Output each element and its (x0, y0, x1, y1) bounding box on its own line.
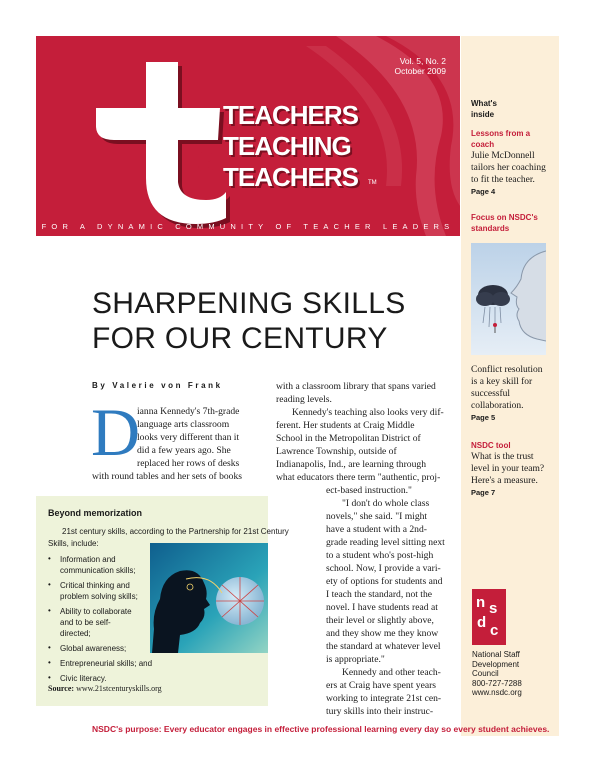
whats-inside-heading: What's inside (471, 99, 497, 119)
col2-line: what educators there term "authentic, proj- (276, 472, 441, 483)
col1-line: with round tables and her sets of books (92, 471, 243, 482)
org-name-line: National Staff (472, 650, 520, 659)
col2-line: ety of options for students and (326, 576, 443, 587)
col2-line: ferent. Her students at Craig Middle (276, 420, 415, 431)
callout-bullet: Critical thinking and (60, 581, 130, 590)
bullet-dot: • (48, 606, 51, 615)
item-text: What is the trust level in your team? Here's a measure. (471, 452, 545, 486)
callout-bullet: problem solving skills; (60, 592, 138, 601)
title-word-1: TEACHERS (223, 100, 359, 130)
callout-title: Beyond memorization (48, 508, 143, 518)
col2-line: grade reading level sitting next (326, 537, 445, 548)
purpose-statement: NSDC's purpose: Every educator engages in effective professional learning every day so every student achieves. (92, 724, 550, 734)
logo-number: 3 (197, 146, 215, 179)
col2-line: tury skills into their instruc- (326, 706, 434, 717)
col2-line: ers at Craig have spent years (326, 680, 437, 691)
drop-cap: D (91, 394, 141, 470)
col2-line: reading levels. (276, 394, 332, 405)
trademark: TM (368, 180, 377, 186)
callout-bullet: Entrepreneurial skills; and (60, 659, 153, 668)
source-link[interactable]: www.21stcenturyskills.org (76, 684, 162, 693)
bullet-dot: • (48, 554, 51, 563)
col2-line: with a classroom library that spans varied (276, 381, 436, 392)
nsdc-logo: n s d c (472, 589, 506, 645)
callout-bullet: communication skills; (60, 566, 136, 575)
tagline: FOR A DYNAMIC COMMUNITY OF TEACHER LEADERS (41, 222, 455, 231)
col2-line: the standard at whatever level (326, 641, 441, 652)
org-contact (472, 650, 522, 698)
item-page: Page 5 (471, 413, 496, 422)
col2-line: and they show me they know (326, 628, 439, 639)
head-and-globe-photo (150, 543, 268, 653)
col2-line: Lawrence Township, outside of (276, 446, 397, 457)
masthead (36, 36, 460, 236)
bullet-dot: • (48, 643, 51, 652)
article-headline: SHARPENING SKILLS FOR OUR CENTURY (92, 287, 406, 355)
issue-date: October 2009 (394, 66, 446, 76)
item-text: Julie McDonnell tailors her coaching to fit the teacher. (471, 151, 546, 185)
callout-source (48, 684, 162, 693)
org-website-link[interactable]: www.nsdc.org (472, 688, 522, 697)
item-heading: Focus on NSDC's standards (471, 213, 538, 233)
callout-bullet: Global awareness; (60, 644, 127, 653)
bullet-dot: • (48, 580, 51, 589)
issue-info (394, 56, 446, 76)
item-text: Conflict resolution is a key skill for successful collaboration. (471, 365, 543, 411)
col2-line: novels," she said. "I might (326, 511, 428, 522)
col1-line: ianna Kennedy's 7th-grade (137, 406, 240, 417)
sidebar-item-standards[interactable] (471, 212, 555, 234)
bullet-dot: • (48, 658, 51, 667)
title-word-3: TEACHERS (223, 162, 359, 192)
org-name-line: Development (472, 659, 520, 669)
source-label: Source: (48, 684, 75, 693)
col2-line: School in the Metropolitan District of (276, 433, 421, 444)
col1-line: replaced her rows of desks (137, 458, 240, 469)
col2-line: novel. I have students read at (326, 602, 438, 613)
callout-bullet: and to be self- (60, 618, 111, 627)
item-page: Page 7 (471, 488, 496, 497)
col2-line: their level or slightly above, (326, 615, 434, 626)
byline: By Valerie von Frank (92, 381, 223, 390)
callout-bullet: Information and (60, 555, 116, 564)
col2-line: have a student with a 2nd- (326, 524, 427, 535)
callout-bullet: Civic literacy. (60, 674, 107, 683)
callout-intro: Skills, include: (48, 539, 99, 548)
org-phone[interactable]: 800-727-7288 (472, 678, 522, 688)
sidebar-item-standards-text (471, 364, 555, 423)
col2-line: ect-based instruction." (326, 485, 412, 496)
col2-line: school. Now, I provide a vari- (326, 563, 441, 574)
col1-line: language arts classroom (137, 419, 230, 430)
col2-line: to a student who's post-high (326, 550, 434, 561)
t3-logo (94, 60, 238, 228)
title-word-2: TEACHING (223, 131, 351, 161)
col1-line: looks very different than it (137, 432, 240, 443)
volume-label: Vol. 5, No. 2 (399, 56, 446, 66)
storm-cloud-face-illustration (471, 243, 546, 355)
col2-line: Kennedy's teaching also looks very dif- (292, 407, 444, 418)
item-heading: NSDC tool (471, 441, 511, 450)
sidebar-item-tool[interactable] (471, 440, 555, 498)
col2-line: working to integrate 21st cen- (326, 693, 442, 704)
callout-intro: 21st century skills, according to the Partnership for 21st Century (62, 527, 289, 536)
item-heading: Lessons from a coach (471, 129, 531, 149)
org-name-line: Council (472, 669, 499, 678)
callout-bullet: directed; (60, 629, 91, 638)
bullet-dot: • (48, 673, 51, 682)
col1-line: did a few years ago. She (137, 445, 231, 456)
sidebar-item-coach[interactable] (471, 128, 555, 197)
col2-line: Indianapolis, Ind., are learning through (276, 459, 426, 470)
callout-bullet: Ability to collaborate (60, 607, 132, 616)
col2-line: "I don't do whole class (342, 498, 430, 509)
col2-line: Kennedy and other teach- (342, 667, 441, 678)
col2-line: is appropriate." (326, 654, 385, 665)
col2-line: I teach the standard, not the (326, 589, 433, 600)
item-page: Page 4 (471, 187, 496, 196)
